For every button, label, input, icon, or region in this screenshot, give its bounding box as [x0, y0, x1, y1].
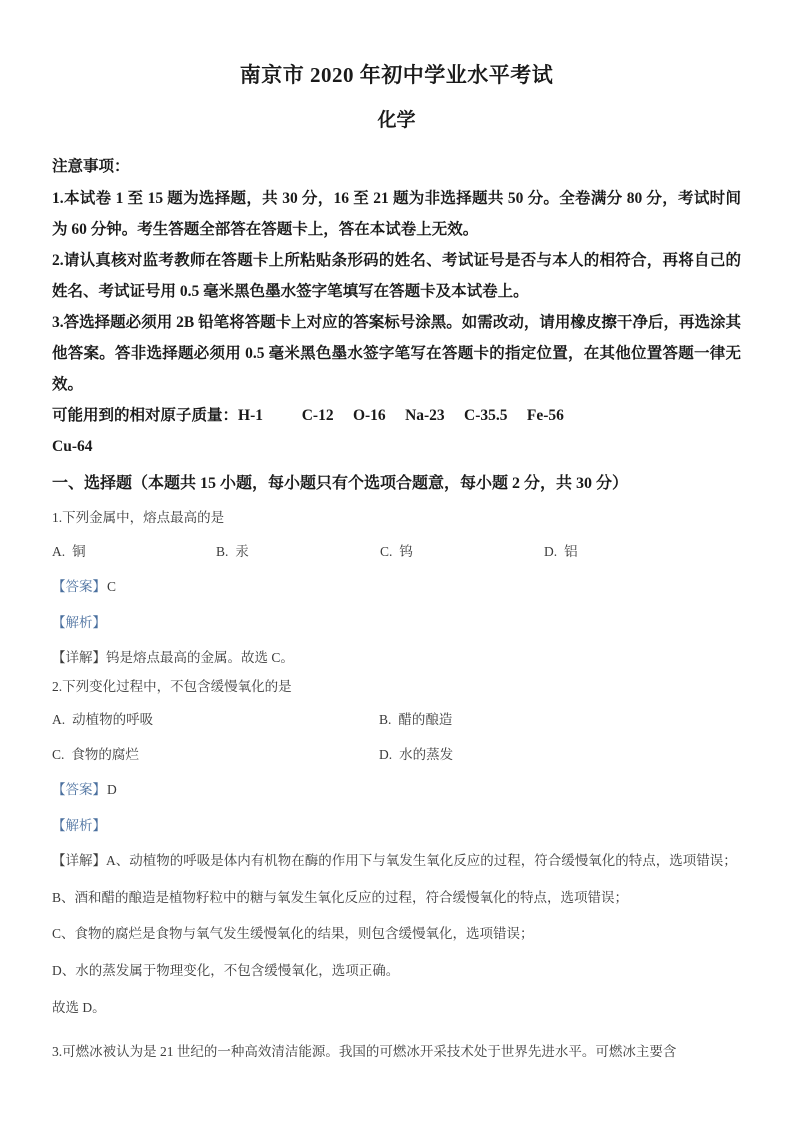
mass-cu: Cu-64: [52, 438, 93, 456]
question-1-option-a[interactable]: [52, 542, 216, 562]
mass-na: Na-23: [405, 407, 445, 425]
answer-value: C: [107, 579, 117, 595]
question-2-stem: 2.下列变化过程中，不包含缓慢氧化的是: [52, 678, 292, 694]
detail-tag: 【详解】: [52, 853, 106, 869]
question-2-conclusion: 故选 D。: [52, 999, 106, 1015]
question-2: [52, 669, 741, 1018]
option-text: 水的蒸发: [399, 746, 454, 762]
question-3: [52, 1018, 741, 1063]
subject-title: 化学: [377, 110, 416, 132]
mass-cl: C-35.5: [464, 407, 508, 425]
option-label: B.: [379, 712, 392, 728]
question-1-option-d[interactable]: [544, 542, 708, 562]
question-2-analysis-tag-line: [52, 801, 741, 837]
relative-atomic-mass-label: 可能用到的相对原子质量：: [52, 407, 239, 425]
option-text: 动植物的呼吸: [72, 712, 154, 728]
question-1-option-c[interactable]: [380, 542, 544, 562]
option-label: A.: [52, 543, 66, 559]
question-1-detail: [52, 633, 741, 669]
answer-tag: 【答案】: [52, 579, 106, 595]
mass-h: H-1: [238, 407, 263, 425]
question-2-option-b[interactable]: [379, 710, 706, 730]
question-1-analysis-tag-line: [52, 598, 741, 634]
detail-text: 钨是熔点最高的金属。故选 C。: [106, 650, 294, 666]
option-text: 铝: [564, 543, 578, 559]
question-1: [52, 500, 741, 669]
option-text: 食物的腐烂: [71, 746, 139, 762]
question-1-options: [52, 529, 741, 562]
notice-item-2: 2.请认真核对监考教师在答题卡上所粘贴条形码的姓名、考试证号是否与本人的相符合，再将自己的姓名、考试证号用 0.5 毫米黑色墨水签字笔填写在答题卡及本试卷上。: [52, 252, 741, 301]
relative-atomic-mass-line: [52, 400, 741, 431]
mass-fe: Fe-56: [526, 407, 564, 425]
question-2-detail-b: B、酒和醋的酿造是植物籽粒中的糖与氧发生氧化反应的过程，符合缓慢氧化的特点，选项错误；: [52, 889, 629, 905]
section-heading-choice: 一、选择题（本题共 15 小题，每小题只有个选项合题意，每小题 2 分，共 30 分）: [52, 475, 629, 493]
notice-item-3: 3.答选择题必须用 2B 铅笔将答题卡上对应的答案标号涂黑。如需改动，请用橡皮擦干净后，再选涂其他答案。答非选择题必须用 0.5 毫米黑色墨水签字笔写在答题卡的指定位置，在其他位置答题一律无效。: [52, 314, 741, 394]
question-1-stem: 1.下列金属中，熔点最高的是: [52, 510, 225, 526]
question-2-answer: [52, 765, 741, 801]
answer-value: D: [107, 781, 117, 797]
notice-item-1: 1.本试卷 1 至 15 题为选择题，共 30 分，16 至 21 题为非选择题共 50 分。全卷满分 80 分，考试时间为 60 分钟。考生答题全部答在答题卡上，答在本试卷上无效。: [52, 190, 741, 239]
option-label: D.: [379, 746, 393, 762]
option-label: C.: [380, 543, 393, 559]
question-2-option-d[interactable]: [379, 745, 706, 765]
analysis-tag: 【解析】: [52, 817, 106, 833]
question-2-options-row-2: [52, 731, 741, 765]
question-2-option-a[interactable]: [52, 710, 379, 730]
question-2-option-c[interactable]: [52, 745, 379, 765]
option-label: D.: [544, 543, 558, 559]
option-label: B.: [216, 543, 229, 559]
option-text: 醋的酿造: [398, 712, 453, 728]
question-2-detail: [52, 836, 741, 872]
relative-atomic-mass-line-2: [52, 431, 741, 462]
question-2-detail-d: D、水的蒸发属于物理变化，不包含缓慢氧化，选项正确。: [52, 962, 400, 978]
option-text: 铜: [72, 543, 86, 559]
question-1-answer: [52, 562, 741, 598]
page-title: 南京市 2020 年初中学业水平考试: [239, 63, 554, 87]
option-text: 钨: [399, 543, 413, 559]
detail-tag: 【详解】: [52, 650, 106, 666]
question-2-options-row-1: [52, 697, 741, 730]
notice-heading: 注意事项：: [52, 158, 130, 176]
mass-c: C-12: [301, 407, 334, 425]
question-2-detail-c: C、食物的腐烂是食物与氧气发生缓慢氧化的结果，则包含缓慢氧化，选项错误；: [52, 926, 534, 942]
question-1-option-b[interactable]: [216, 542, 380, 562]
answer-tag: 【答案】: [52, 781, 106, 797]
analysis-tag: 【解析】: [52, 614, 106, 630]
option-label: C.: [52, 746, 65, 762]
notice-section: [52, 132, 741, 462]
question-3-stem: 3.可燃冰被认为是 21 世纪的一种高效清洁能源。我国的可燃冰开采技术处于世界先进水平。可燃冰主要含: [52, 1044, 677, 1060]
option-label: A.: [52, 712, 66, 728]
mass-o: O-16: [352, 407, 386, 425]
option-text: 汞: [235, 543, 249, 559]
detail-text: A、动植物的呼吸是体内有机物在酶的作用下与氧发生氧化反应的过程，符合缓慢氧化的特点，选项错误；: [106, 853, 737, 869]
